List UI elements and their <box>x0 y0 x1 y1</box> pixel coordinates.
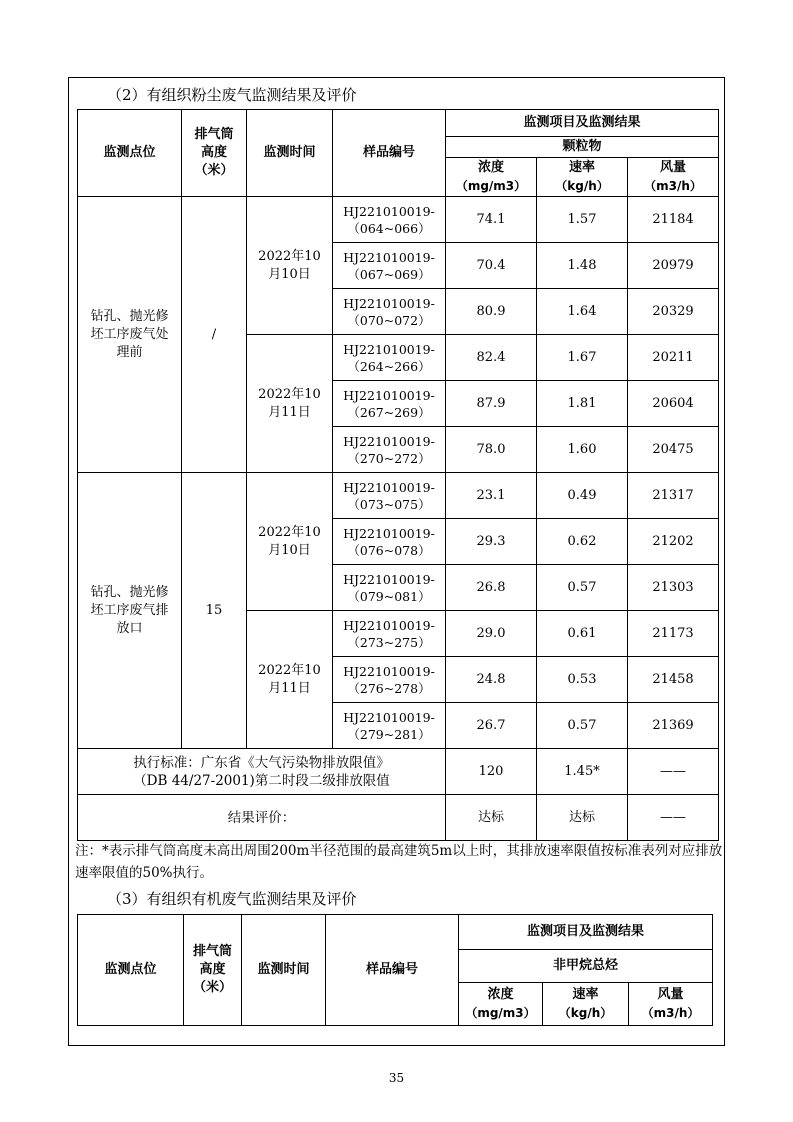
sample-id-cell: HJ221010019-（267~269） <box>333 381 446 427</box>
header-conc <box>446 158 537 197</box>
conc-cell: 26.7 <box>446 703 537 749</box>
date-cell: 2022年10月11日 <box>247 611 333 749</box>
conc-cell: 29.0 <box>446 611 537 657</box>
sample-id-cell: HJ221010019-（064~066） <box>333 197 446 243</box>
rate-cell: 0.57 <box>537 565 628 611</box>
conc-cell: 80.9 <box>446 289 537 335</box>
standard-label-line2: （DB 44/27-2001)第二时段二级排放限值 <box>133 772 390 789</box>
table-note: 注：*表示排气筒高度未高出周围200m半径范围的最高建筑5m以上时，其排放速率限值按标准表列对应排放速率限值的50%执行。 <box>75 843 723 881</box>
header-items: 监测项目及监测结果 <box>446 110 719 137</box>
table-row <box>78 197 719 243</box>
sample-id-cell: HJ221010019-（070~072） <box>333 289 446 335</box>
conc-cell: 23.1 <box>446 473 537 519</box>
flow-cell: 20979 <box>628 243 719 289</box>
evaluation-rate-cell: 达标 <box>537 795 628 841</box>
standard-label-line1: 执行标准：广东省《大气污染物排放限值》 <box>133 754 390 771</box>
header-flow-unit: （m3/h） <box>644 179 702 193</box>
sample-id-cell: HJ221010019-（067~069） <box>333 243 446 289</box>
header-rate-label: 速率 <box>568 160 595 175</box>
header-height <box>184 915 242 1026</box>
header-flow-label: 风量 <box>657 987 684 1002</box>
header-flow <box>628 158 719 197</box>
header-conc-unit: （mg/m3） <box>455 179 527 193</box>
header-height-label: 排气筒高度（米） <box>194 127 234 178</box>
header-pollutant: 非甲烷总烃 <box>459 950 713 983</box>
header-height <box>182 110 247 197</box>
header-conc-label: 浓度 <box>477 160 504 175</box>
evaluation-label-cell: 结果评价： <box>78 795 446 841</box>
rate-cell: 1.57 <box>537 197 628 243</box>
sample-id-cell: HJ221010019-（079~081） <box>333 565 446 611</box>
conc-cell: 70.4 <box>446 243 537 289</box>
flow-cell: 21184 <box>628 197 719 243</box>
header-location: 监测点位 <box>78 110 182 197</box>
header-rate-unit: （kg/h） <box>555 179 609 193</box>
rate-cell: 1.81 <box>537 381 628 427</box>
sample-id-cell: HJ221010019-（264~266） <box>333 335 446 381</box>
conc-cell: 29.3 <box>446 519 537 565</box>
standard-label-cell <box>78 749 446 795</box>
header-sample: 样品编号 <box>333 110 446 197</box>
section2-title: （2）有组织粉尘废气监测结果及评价 <box>107 86 357 104</box>
page-number: 35 <box>388 1071 405 1085</box>
height-cell: 15 <box>182 473 247 749</box>
conc-cell: 26.8 <box>446 565 537 611</box>
header-flow <box>629 983 713 1026</box>
organic-emission-table <box>77 914 713 1026</box>
sample-id-cell: HJ221010019-（270~272） <box>333 427 446 473</box>
location-cell: 钻孔、抛光修坯工序废气处理前 <box>78 197 182 473</box>
dust-emission-table <box>77 109 719 841</box>
evaluation-conc-cell: 达标 <box>446 795 537 841</box>
header-location: 监测点位 <box>78 915 184 1026</box>
rate-cell: 1.64 <box>537 289 628 335</box>
flow-cell: 20211 <box>628 335 719 381</box>
date-cell: 2022年10月11日 <box>247 335 333 473</box>
header-time: 监测时间 <box>242 915 326 1026</box>
sample-id-cell: HJ221010019-（273~275） <box>333 611 446 657</box>
header-conc-unit: （mg/m3） <box>465 1006 536 1020</box>
header-conc <box>459 983 543 1026</box>
header-height-label: 排气筒高度（米） <box>192 944 232 995</box>
flow-cell: 21458 <box>628 657 719 703</box>
location-cell: 钻孔、抛光修坯工序废气排放口 <box>78 473 182 749</box>
flow-cell: 20475 <box>628 427 719 473</box>
flow-cell: 21202 <box>628 519 719 565</box>
flow-cell: 21303 <box>628 565 719 611</box>
header-rate-unit: （kg/h） <box>558 1006 613 1020</box>
section3-title: （3）有组织有机废气监测结果及评价 <box>107 890 357 908</box>
evaluation-flow-cell: —— <box>628 795 719 841</box>
rate-cell: 0.61 <box>537 611 628 657</box>
rate-cell: 1.48 <box>537 243 628 289</box>
date-cell: 2022年10月10日 <box>247 473 333 611</box>
page-frame <box>68 77 725 1046</box>
rate-cell: 0.57 <box>537 703 628 749</box>
header-conc-label: 浓度 <box>487 987 514 1002</box>
header-rate <box>537 158 628 197</box>
header-flow-unit: （m3/h） <box>641 1006 700 1020</box>
standard-flow-cell: —— <box>628 749 719 795</box>
flow-cell: 20604 <box>628 381 719 427</box>
header-sample: 样品编号 <box>326 915 459 1026</box>
header-rate <box>543 983 629 1026</box>
table-row <box>78 473 719 519</box>
rate-cell: 0.62 <box>537 519 628 565</box>
rate-cell: 0.53 <box>537 657 628 703</box>
height-cell: / <box>182 197 247 473</box>
header-time: 监测时间 <box>247 110 333 197</box>
flow-cell: 20329 <box>628 289 719 335</box>
sample-id-cell: HJ221010019-（276~278） <box>333 657 446 703</box>
rate-cell: 1.60 <box>537 427 628 473</box>
conc-cell: 87.9 <box>446 381 537 427</box>
conc-cell: 74.1 <box>446 197 537 243</box>
conc-cell: 78.0 <box>446 427 537 473</box>
sample-id-cell: HJ221010019-（076~078） <box>333 519 446 565</box>
standard-rate-cell: 1.45* <box>537 749 628 795</box>
flow-cell: 21369 <box>628 703 719 749</box>
header-flow-label: 风量 <box>660 160 687 175</box>
rate-cell: 0.49 <box>537 473 628 519</box>
date-cell: 2022年10月10日 <box>247 197 333 335</box>
conc-cell: 24.8 <box>446 657 537 703</box>
sample-id-cell: HJ221010019-（073~075） <box>333 473 446 519</box>
sample-id-cell: HJ221010019-（279~281） <box>333 703 446 749</box>
conc-cell: 82.4 <box>446 335 537 381</box>
flow-cell: 21317 <box>628 473 719 519</box>
header-rate-label: 速率 <box>572 987 599 1002</box>
flow-cell: 21173 <box>628 611 719 657</box>
header-pollutant: 颗粒物 <box>446 137 719 158</box>
standard-conc-cell: 120 <box>446 749 537 795</box>
header-items: 监测项目及监测结果 <box>459 915 713 950</box>
rate-cell: 1.67 <box>537 335 628 381</box>
